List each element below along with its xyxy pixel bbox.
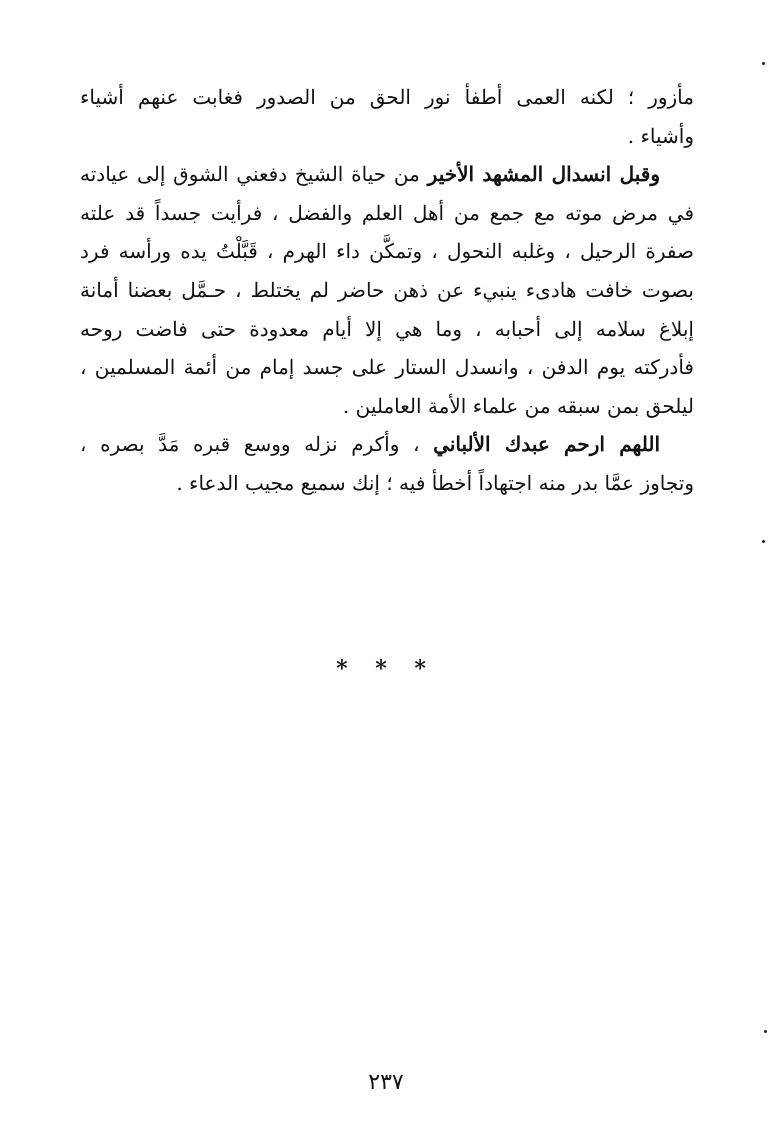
text-line: صفرة الرحيل ، وغلبه النحول ، وتمكَّن داء الهرم ، قَبَّلْتُ يده ورأسه فرد: [80, 239, 694, 264]
scan-speck: [762, 62, 765, 65]
paragraph-2: [80, 155, 694, 425]
text-line: وأشياء .: [627, 123, 694, 148]
text-line: [80, 425, 694, 464]
bold-lead: اللهم ارحم عبدك الألباني: [433, 432, 661, 457]
text-line: بصوت خافت هادىء ينبيء عن ذهن حاضر لم يختلط ، حـمَّل بعضنا أمانة: [80, 277, 694, 302]
text-line: [80, 155, 694, 194]
scan-speck: [762, 540, 765, 543]
text-line: وتجاوز عمَّا بدر منه اجتهاداً أخطأ فيه ؛ إنك سميع مجيب الدعاء .: [176, 470, 694, 495]
paragraph-3: [80, 425, 694, 502]
body-text: [80, 78, 694, 503]
text-line: مأزور ؛ لكنه العمى أطفأ نور الحق من الصدور فغابت عنهم أشياء: [80, 85, 694, 109]
text-segment: من حياة الشيخ دفعني الشوق إلى عيادته: [80, 162, 428, 187]
page-number: ٢٣٧: [368, 1070, 404, 1095]
section-separator: * * *: [336, 656, 436, 682]
bold-lead: وقبل انسدال المشهد الأخير: [427, 162, 660, 187]
text-line: في مرض موته مع جمع من أهل العلم والفضل ، فرأيت جسداً قد علته: [80, 200, 694, 225]
text-line: ليلحق بمن سبقه من علماء الأمة العاملين .: [342, 393, 694, 418]
scan-speck: [764, 1030, 767, 1033]
text-line: إبلاغ سلامه إلى أحبابه ، وما هي إلا أيام معدودة حتى فاضت روحه: [80, 316, 694, 341]
text-line: فأدركته يوم الدفن ، وانسدل الستار على جسد إمام من أئمة المسلمين ،: [80, 355, 694, 380]
text-segment: ، وأكرم نزله ووسع قبره مَدَّ بصره ،: [80, 432, 434, 457]
paragraph-1: [80, 78, 694, 155]
